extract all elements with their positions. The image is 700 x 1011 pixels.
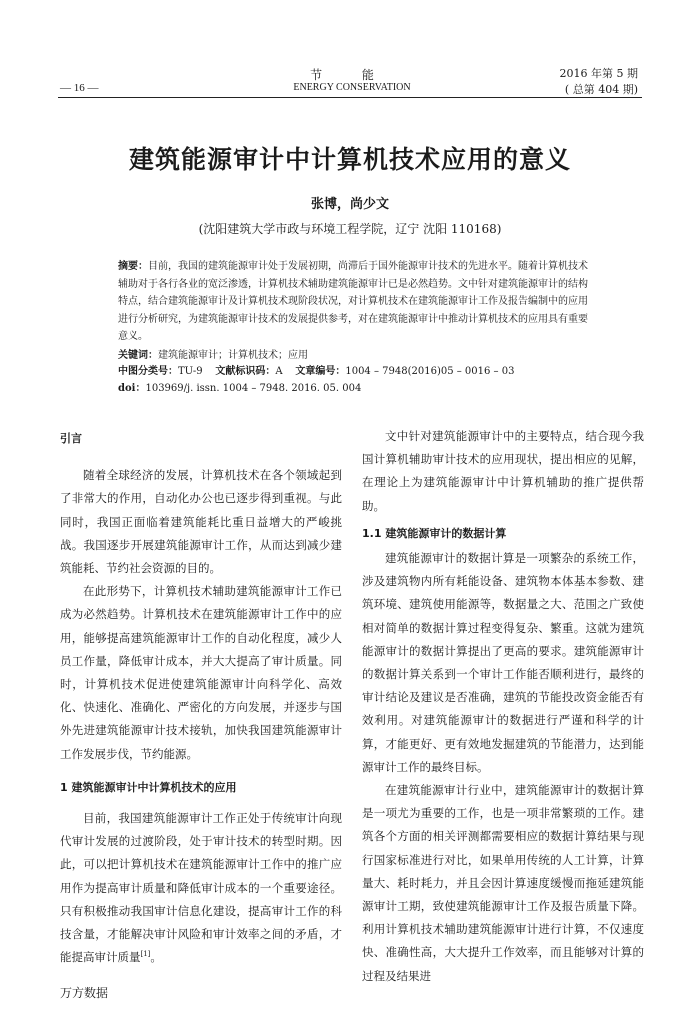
- paragraph: 在建筑能源审计行业中，建筑能源审计的数据计算是一项尤为重要的工作，也是一项非常繁琐的工作。建筑各个方面的相关评测都需要相应的数据计算结果与现行国家标准进行对比，如果单用传统的人工计算，计算量大、耗时耗力，并且会因计算速度缓慢而拖延建筑能源审计工期，致使建筑能源审计工作及报告质量下降。利用计算机技术辅助建筑能源审计进行计算，不仅速度快、准确性高，大大提升工作效率，而且能够对计算的过程及结果进: [362, 783, 644, 983]
- doc-code-label: 文献标识码：: [215, 366, 276, 377]
- keywords: [118, 348, 588, 364]
- paragraph: 在此形势下，计算机技术辅助建筑能源审计工作已成为必然趋势。计算机技术在建筑能源审计工作中的应用，能够提高建筑能源审计工作的自动化程度，减少人员工作量，降低审计成本，并大大提高了审计质量。同时，计算机技术促进使建筑能源审计向科学化、高效化、快速化、准确化、严密化的方向发展，并逐步与国外先进建筑能源审计技术接轨，加快我国建筑能源审计工作发展步伐，节约能源。: [60, 584, 342, 761]
- section-1-heading: 1 建筑能源审计中计算机技术的应用: [60, 780, 237, 794]
- article-no-label: 文章编号：: [295, 366, 346, 377]
- right-column: [362, 425, 644, 988]
- classification: [118, 364, 588, 380]
- abstract: [118, 258, 588, 346]
- paper-title: 建筑能源审计中计算机技术应用的意义: [128, 145, 571, 174]
- abstract-text: 目前，我国的建筑能源审计处于发展初期，尚滞后于国外能源审计技术的先进水平。随着计算机技术辅助对于各行各业的宽泛渗透，计算机技术辅助建筑能源审计已是必然趋势。文中针对建筑能源审计的结构特点，结合建筑能源审计及计算机技术现阶段状况，对计算机技术在建筑能源审计工作及报告编制中的应用进行分析研究，为建筑能源审计技术的发展提供参考，对在建筑能源审计中推动计算机技术的应用具有重要意义。: [118, 261, 588, 342]
- doi: [118, 381, 588, 397]
- footer-watermark: 万方数据: [60, 986, 109, 1000]
- paragraph-end: 。: [150, 950, 162, 965]
- article-no-value: 1004 – 7948(2016)05 – 0016 – 03: [345, 366, 515, 377]
- abstract-label: 摘要：: [118, 261, 148, 272]
- doc-code-value: A: [275, 366, 283, 377]
- intro-heading: 引言: [60, 432, 82, 445]
- section-1-1-heading: 1.1 建筑能源审计的数据计算: [362, 526, 507, 540]
- header-rule: [58, 97, 642, 98]
- doi-label: doi：: [118, 383, 146, 394]
- clc-value: TU-9: [178, 366, 203, 377]
- clc-label: 中图分类号：: [118, 366, 178, 377]
- keywords-text: 建筑能源审计；计算机技术；应用: [158, 350, 308, 361]
- paragraph-text: 目前，我国建筑能源审计工作正处于传统审计向现代审计发展的过渡阶段，处于审计技术的转型时期。因此，可以把计算机技术在建筑能源审计工作中的推广应用作为提高审计质量和降低审计成本的一个重要途径。只有积极推动我国审计信息化建设，提高审计工作的科技含量，才能解决审计风险和审计效率之间的矛盾，才能提高审计质量: [60, 811, 342, 965]
- paragraph: 建筑能源审计的数据计算是一项繁杂的系统工作，涉及建筑物内所有耗能设备、建筑物本体基本参数、建筑环境、建筑使用能源等，数据量之大、范围之广致使相对简单的数据计算过程变得复杂、繁重。这就为建筑能源审计的数据计算提出了更高的要求。建筑能源审计的数据计算关系到一个审计工作能否顺利进行，最终的审计结论及建议是否准确，建筑的节能投改资金能否有效利用。对建筑能源审计的数据进行严谨和科学的计算，才能更好、更有效地发掘建筑的节能潜力，达到能源审计工作的最终目标。: [362, 551, 644, 774]
- journal-name-en: ENERGY CONSERVATION: [293, 82, 411, 93]
- affiliation: (沈阳建筑大学市政与环境工程学院，辽宁 沈阳 110168): [198, 222, 502, 236]
- paragraph: [60, 807, 342, 969]
- citation: [1]: [140, 950, 151, 959]
- journal-name-cn: 节 能: [310, 68, 392, 82]
- total-issue-number: ( 总第 404 期): [564, 83, 638, 96]
- doi-value: 103969/j. issn. 1004 – 7948. 2016. 05. 004: [145, 383, 362, 394]
- issue-number: 2016 年第 5 期: [559, 67, 638, 80]
- authors: 张博，尚少文: [310, 197, 389, 212]
- running-header: [0, 66, 700, 98]
- left-column: [60, 427, 342, 969]
- page-number: — 16 —: [60, 82, 99, 94]
- paragraph: 文中针对建筑能源审计中的主要特点，结合现今我国计算机辅助审计技术的应用现状，提出相应的见解，在理论上为建筑能源审计中计算机辅助的推广提供帮助。: [362, 429, 644, 513]
- paragraph: 随着全球经济的发展，计算机技术在各个领域起到了非常大的作用，自动化办公也已逐步得到重视。与此同时，我国正面临着建筑能耗比重日益增大的严峻挑战。我国逐步开展建筑能源审计工作，从而达到减少建筑能耗、节约社会资源的目的。: [60, 468, 342, 576]
- issue-info: [560, 66, 638, 98]
- keywords-label: 关键词：: [118, 350, 158, 361]
